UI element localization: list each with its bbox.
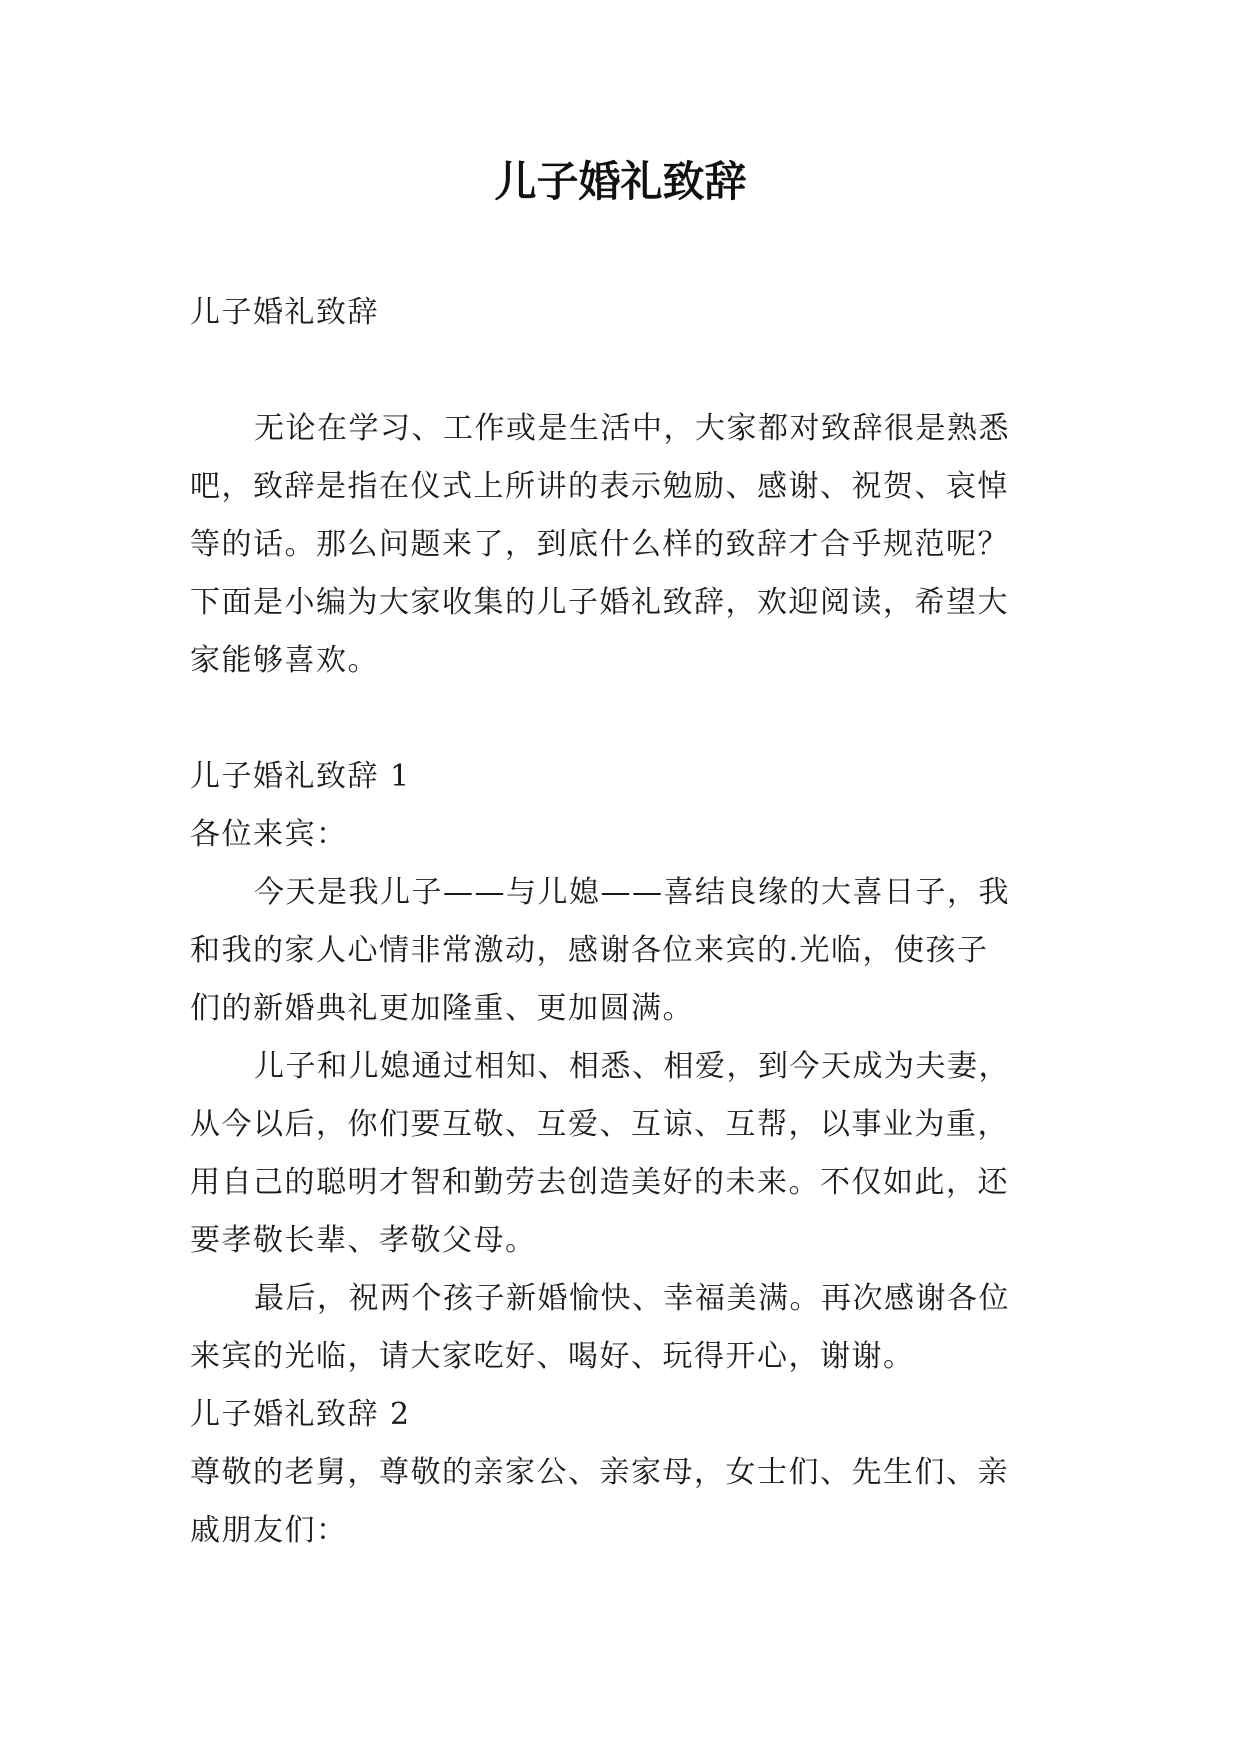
paragraph-line: 和我的家人心情非常激动，感谢各位来宾的.光临，使孩子: [190, 933, 989, 968]
paragraph-line: 要孝敬长辈、孝敬父母。: [190, 1223, 537, 1258]
paragraph-line: 从今以后，你们要互敬、互爱、互谅、互帮，以事业为重，: [190, 1107, 1009, 1142]
paragraph-line: 们的新婚典礼更加隆重、更加圆满。: [190, 991, 694, 1026]
spacer: [190, 690, 1060, 748]
paragraph-line: 用自己的聪明才智和勤劳去创造美好的未来。不仅如此，还: [190, 1165, 1009, 1200]
section-1: [190, 748, 1060, 1386]
paragraph-line: 儿子和儿媳通过相知、相悉、相爱，到今天成为夫妻，: [254, 1049, 1010, 1084]
salutation-line: 尊敬的老舅，尊敬的亲家公、亲家母，女士们、先生们、亲: [190, 1455, 1009, 1490]
salutation-line: 戚朋友们：: [190, 1513, 348, 1548]
paragraph-line: 下面是小编为大家收集的儿子婚礼致辞，欢迎阅读，希望大: [190, 585, 1009, 620]
paragraph-line: 最后，祝两个孩子新婚愉快、幸福美满。再次感谢各位: [254, 1281, 1010, 1316]
paragraph-line: 吧，致辞是指在仪式上所讲的表示勉励、感谢、祝贺、哀悼: [190, 469, 1009, 504]
section-heading: 儿子婚礼致辞 2: [190, 1397, 411, 1432]
paragraph: [190, 1038, 1060, 1270]
paragraph-line: 来宾的光临，请大家吃好、喝好、玩得开心，谢谢。: [190, 1339, 915, 1374]
document-title: 儿子婚礼致辞: [494, 157, 747, 206]
section-2: [190, 1386, 1060, 1560]
paragraph-line: 家能够喜欢。: [190, 643, 379, 678]
paragraph-line: 无论在学习、工作或是生活中，大家都对致辞很是熟悉: [254, 411, 1010, 446]
paragraph-line: 今天是我儿子——与儿媳——喜结良缘的大喜日子，我: [254, 875, 1010, 910]
intro-paragraph: [190, 400, 1060, 690]
document-body: [190, 284, 1060, 1560]
spacer: [190, 342, 1060, 400]
section-heading: 儿子婚礼致辞 1: [190, 759, 411, 794]
paragraph-line: 等的话。那么问题来了，到底什么样的致辞才合乎规范呢？: [190, 527, 1009, 562]
paragraph: [190, 1270, 1060, 1386]
paragraph: [190, 864, 1060, 1038]
salutation: 各位来宾：: [190, 817, 348, 852]
document-subtitle: 儿子婚礼致辞: [190, 295, 379, 330]
